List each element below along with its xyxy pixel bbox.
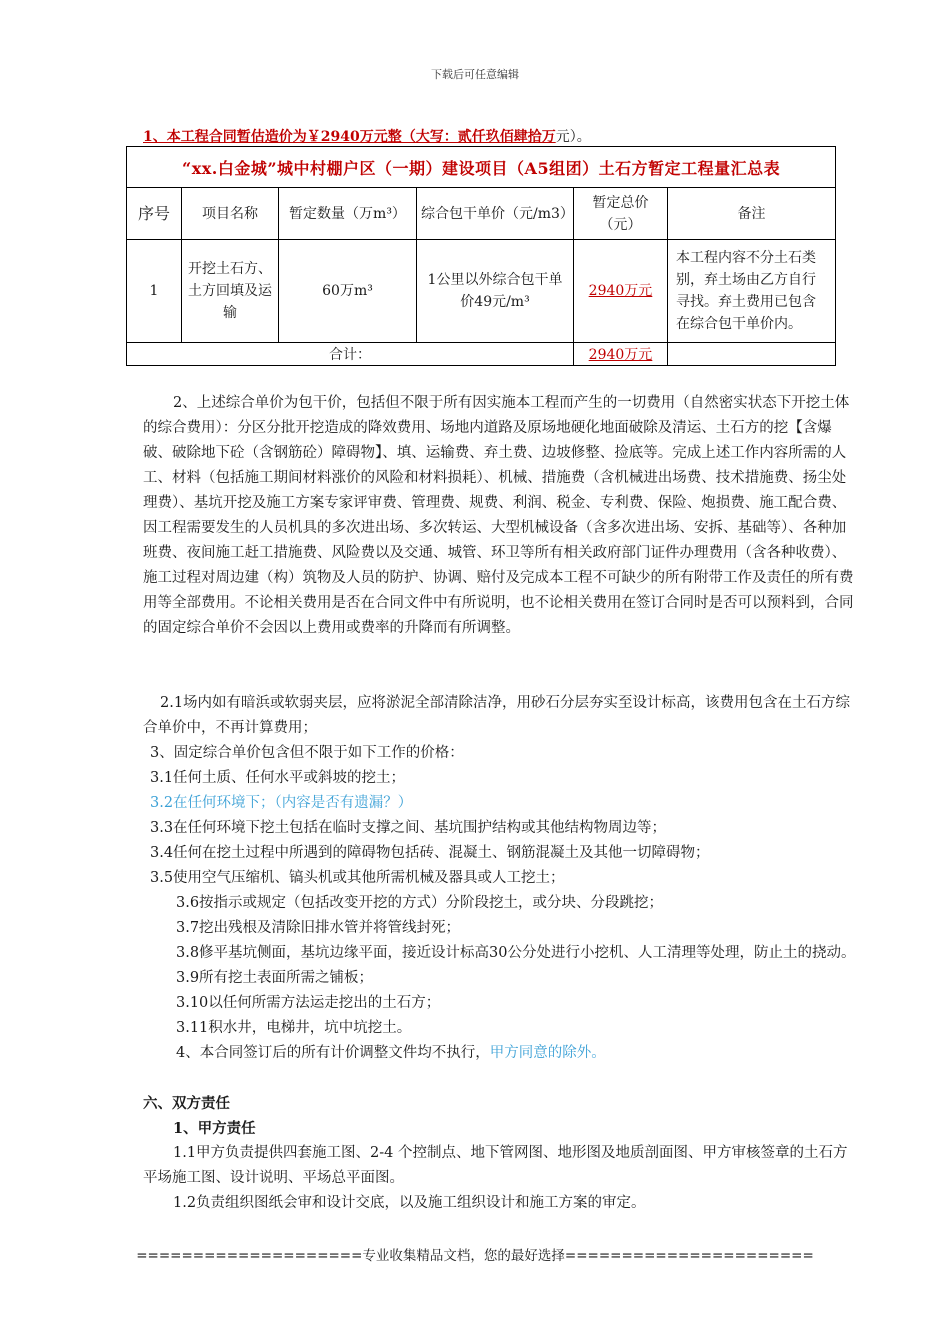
clause-3-2: 3.2在任何环境下；（内容是否有遗漏？） xyxy=(150,795,413,811)
section-6-title: 六、双方责任 xyxy=(143,1095,230,1112)
contract-price-text: 1、本工程合同暂估造价为￥2940万元整（大写：贰仟玖佰肆拾万 xyxy=(143,129,556,145)
party-a-title: 1、甲方责任 xyxy=(173,1120,256,1137)
clause-3-9: 3.9所有挖土表面所需之铺板； xyxy=(176,970,374,986)
header-no: 序号 xyxy=(127,188,182,240)
row-price: 1公里以外综合包干单价49元/m³ xyxy=(417,240,574,343)
clause-3-6: 3.6按指示或规定（包括改变开挖的方式）分阶段挖土，或分块、分段跳挖； xyxy=(176,895,664,911)
clause-4-text: 4、本合同签订后的所有计价调整文件均不执行， xyxy=(176,1045,490,1061)
clause-3-1: 3.1任何土质、任何水平或斜坡的挖土； xyxy=(150,770,406,786)
clause-4 xyxy=(176,1041,856,1066)
row-total: 2940万元 xyxy=(574,240,668,343)
clause-3-6-list xyxy=(176,891,856,1066)
total-label: 合计： xyxy=(127,343,574,366)
clause-3-11: 3.11积水井，电梯井，坑中坑挖土。 xyxy=(176,1020,412,1036)
table-total-row xyxy=(127,343,836,366)
page-header: 下载后可任意编辑 xyxy=(431,68,519,81)
header-price: 综合包干单价（元/m3） xyxy=(417,188,574,240)
table-title: “xx.白金城”城中村棚户区（一期）建设项目（A5组团）土石方暂定工程量汇总表 xyxy=(127,147,836,188)
header-remark: 备注 xyxy=(668,188,836,240)
clause-2-block xyxy=(143,391,855,641)
row-remark: 本工程内容不分土石类别，弃土场由乙方自行寻找。弃土费用已包含在综合包干单价内。 xyxy=(668,240,836,343)
contract-price-tail: 元）。 xyxy=(555,129,591,145)
party-a-1-1: 1.1甲方负责提供四套施工图、2-4 个控制点、地下管网图、地形图及地质剖面图、甲方审核签章的土石方平场施工图、设计说明、平场总平面图。 xyxy=(143,1145,848,1186)
total-remark-empty xyxy=(668,343,836,366)
row-name: 开挖土石方、土方回填及运输 xyxy=(182,240,279,343)
table-row xyxy=(127,240,836,343)
table-header-row xyxy=(127,188,836,240)
header-name: 项目名称 xyxy=(182,188,279,240)
clause-2: 2、上述综合单价为包干价，包括但不限于所有因实施本工程而产生的一切费用（自然密实状态下开挖土体的综合费用）：分区分批开挖造成的降效费用、场地内道路及原场地硬化地面破除及清运、土石方的挖【含爆破、破除地下砼（含钢筋砼）障碍物】、填、运输费、弃土费、边坡修整、捡底等。完成上述工作内容所需的人工、材料（包括施工期间材料涨价的风险和材料损耗）、机械、措施费（含机械进出场费、技术措施费、扬尘处理费）、基坑开挖及施工方案专家评审费、管理费、规费、利润、税金、专利费、保险、炮损费、施工配合费、因工程需要发生的人员机具的多次进出场、多次转运、大型机械设备（含多次进出场、安拆、基础等）、各种加班费、夜间施工赶工措施费、风险费以及交通、城管、环卫等所有相关政府部门证件办理费用（含各种收费）、施工过程对周边建（构）筑物及人员的防护、协调、赔付及完成本工程不可缺少的所有附带工作及责任的所有费用等全部费用。不论相关费用是否在合同文件中有所说明，也不论相关费用在签订合同时是否可以预料到，合同的固定综合单价不会因以上费用或费率的升降而有所调整。 xyxy=(143,395,854,636)
clause-3-7: 3.7挖出残根及清除旧排水管并将管线封死； xyxy=(176,920,461,936)
row-qty: 60万m³ xyxy=(279,240,417,343)
row-no: 1 xyxy=(127,240,182,343)
clause-3-8: 3.8修平基坑侧面，基坑边缘平面，接近设计标高30公分处进行小挖机、人工清理等处理，防止土的挠动。 xyxy=(176,945,856,961)
clause-3-list xyxy=(150,741,862,891)
clause-2-1-block xyxy=(143,691,855,741)
clause-3-10: 3.10以任何所需方法运走挖出的土石方； xyxy=(176,995,441,1011)
clause-3-3: 3.3在任何环境下挖土包括在临时支撑之间、基坑围护结构或其他结构物周边等； xyxy=(150,820,667,836)
contract-price-clause xyxy=(143,126,591,146)
clause-2-1: 2.1场内如有暗浜或软弱夹层，应将淤泥全部清除洁净，用砂石分层夯实至设计标高，该费用包含在土石方综合单价中，不再计算费用； xyxy=(143,695,851,736)
header-qty: 暂定数量（万m³） xyxy=(279,188,417,240)
section-6-block xyxy=(143,1091,855,1216)
earthwork-summary-table xyxy=(126,146,836,366)
total-value: 2940万元 xyxy=(574,343,668,366)
clause-3-4: 3.4任何在挖土过程中所遇到的障碍物包括砖、混凝土、钢筋混凝土及其他一切障碍物； xyxy=(150,845,710,861)
clause-3: 3、固定综合单价包含但不限于如下工作的价格： xyxy=(150,745,464,761)
header-total: 暂定总价（元） xyxy=(574,188,668,240)
clause-4-exception: 甲方同意的除外。 xyxy=(489,1045,606,1061)
party-a-1-2: 1.2负责组织图纸会审和设计交底，以及施工组织设计和施工方案的审定。 xyxy=(173,1195,646,1211)
page-footer: ====================专业收集精品文档，您的最好选择====================== xyxy=(136,1248,814,1264)
clause-3-5: 3.5使用空气压缩机、镐头机或其他所需机械及器具或人工挖土； xyxy=(150,870,565,886)
